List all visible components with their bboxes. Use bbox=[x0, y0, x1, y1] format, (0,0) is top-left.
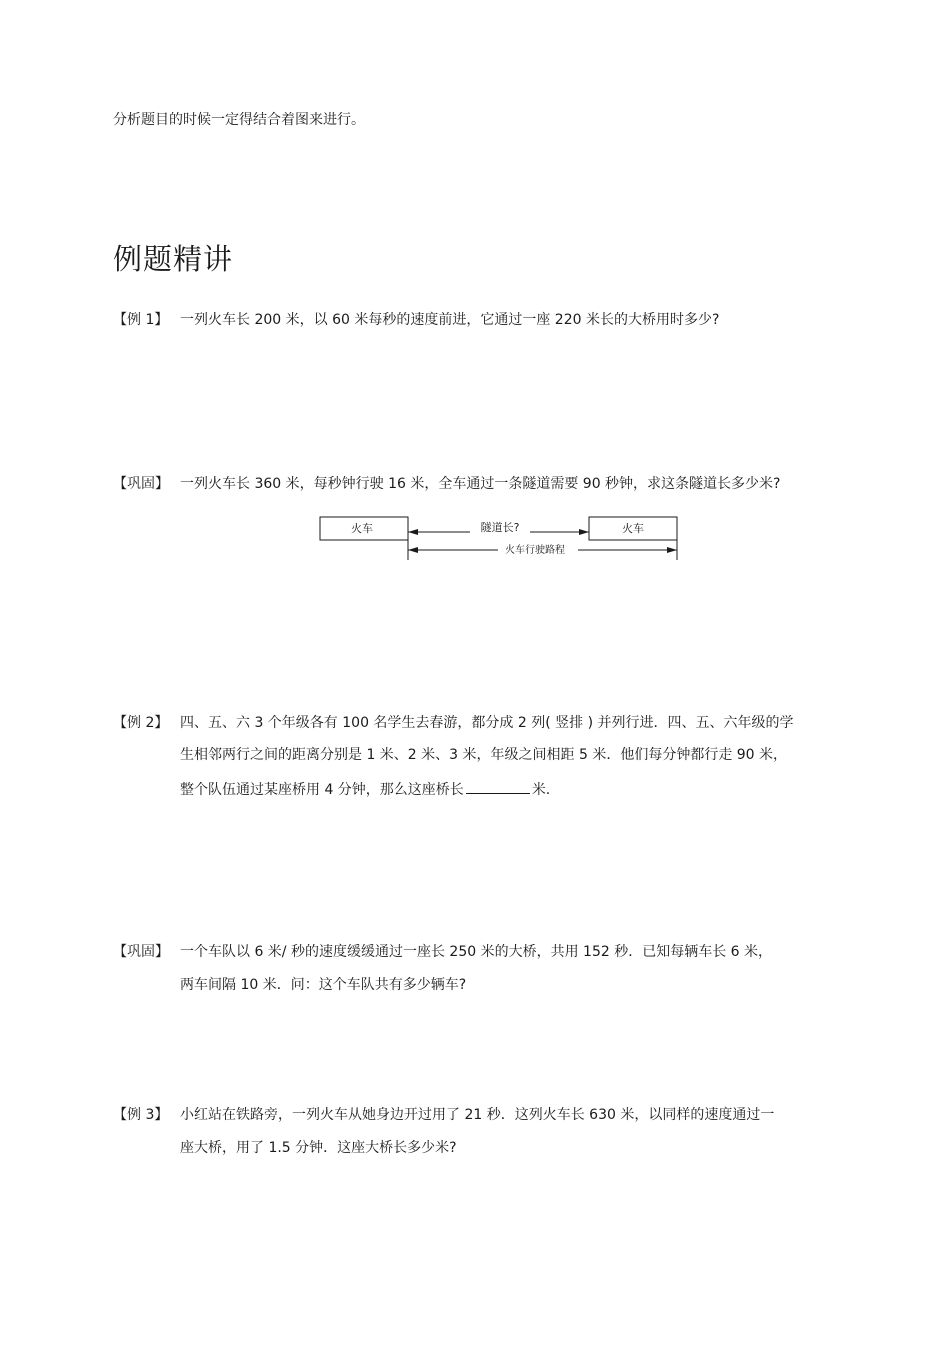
answer-blank bbox=[466, 779, 530, 794]
example-3-label: 【例 3】 bbox=[113, 1107, 169, 1123]
tunnel-diagram bbox=[310, 510, 690, 566]
train-left-label: 火车 bbox=[351, 522, 373, 535]
tunnel-arrowhead-right bbox=[579, 529, 589, 535]
example-1-label: 【例 1】 bbox=[113, 312, 169, 328]
example-2-line-3 bbox=[180, 779, 550, 800]
example-3-line-2: 座大桥，用了 1.5 分钟．这座大桥长多少米? bbox=[180, 1140, 457, 1156]
example-2-line-1: 四、五、六 3 个年级各有 100 名学生去春游，都分成 2 列( 竖排 ) 并列行进．四、五、六年级的学 bbox=[180, 715, 794, 731]
intro-text: 分析题目的时候一定得结合着图来进行。 bbox=[113, 112, 365, 128]
section-title: 例题精讲 bbox=[113, 242, 234, 276]
train-right-label: 火车 bbox=[622, 522, 644, 535]
consolidation-2-line-2: 两车间隔 10 米．问：这个车队共有多少辆车? bbox=[180, 977, 467, 993]
path-label: 火车行驶路程 bbox=[505, 545, 565, 556]
example-3-line-1: 小红站在铁路旁，一列火车从她身边开过用了 21 秒．这列火车长 630 米，以同样的速度通过一 bbox=[180, 1107, 775, 1123]
example-2-line-2: 生相邻两行之间的距离分别是 1 米、2 米、3 米，年级之间相距 5 米．他们每分钟都行走 90 米， bbox=[180, 747, 788, 763]
consolidation-1-text: 一列火车长 360 米，每秒钟行驶 16 米，全车通过一条隧道需要 90 秒钟，求这条隧道长多少米? bbox=[180, 476, 781, 492]
example-2-label: 【例 2】 bbox=[113, 715, 169, 731]
consolidation-2-label: 【巩固】 bbox=[113, 944, 169, 960]
path-arrowhead-left bbox=[408, 547, 418, 553]
example-1-text: 一列火车长 200 米，以 60 米每秒的速度前进，它通过一座 220 米长的大桥用时多少? bbox=[180, 312, 720, 328]
example-2-line-3-post: 米. bbox=[531, 782, 551, 798]
example-2-line-3-pre: 整个队伍通过某座桥用 4 分钟，那么这座桥长 bbox=[180, 782, 464, 798]
path-arrowhead-right bbox=[667, 547, 677, 553]
tunnel-length-label: 隧道长? bbox=[480, 521, 520, 534]
consolidation-2-line-1: 一个车队以 6 米/ 秒的速度缓缓通过一座长 250 米的大桥，共用 152 秒．已知每辆车长 6 米， bbox=[180, 944, 773, 960]
tunnel-arrowhead-left bbox=[408, 529, 418, 535]
consolidation-1-label: 【巩固】 bbox=[113, 476, 169, 492]
